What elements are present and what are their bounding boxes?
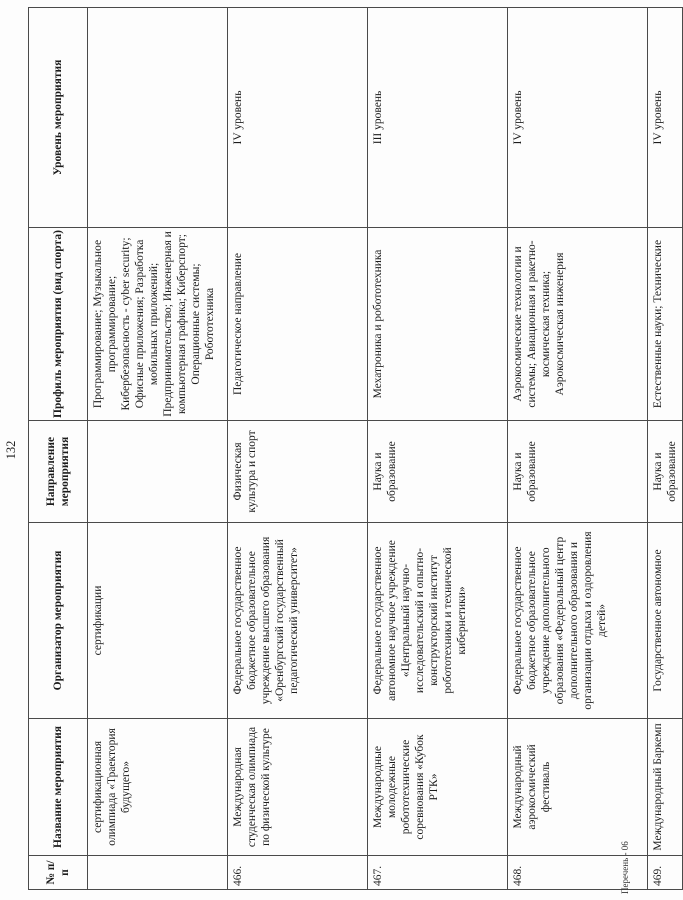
cell-profile: Естественные науки; Технические xyxy=(648,228,683,421)
header-organizer: Организатор мероприятия xyxy=(29,523,88,719)
cell-num: 469. xyxy=(648,856,683,890)
table-row xyxy=(88,8,228,890)
cell-direction: Наука и образование xyxy=(648,421,683,523)
table-row xyxy=(228,8,368,890)
cell-organizer: Федеральное государственное автономное научное учреждение «Центральный научно-исследовательский и опытно-конструкторский институт робототехники и технической кибернетики» xyxy=(368,523,508,719)
cell-organizer: Федеральное государственное бюджетное образовательное учреждение высшего образования «Оренбургский государственный педагогический университет» xyxy=(228,523,368,719)
cell-profile: Педагогическое направление xyxy=(228,228,368,421)
cell-organizer: Федеральное государственное бюджетное образовательное учреждение дополнительного образования «Федеральный центр дополнительного образования и организации отдыха и оздоровления детей» xyxy=(508,523,648,719)
cell-level: IV уровень xyxy=(648,8,683,228)
header-direction: Направление мероприятия xyxy=(29,421,88,523)
table-row xyxy=(368,8,508,890)
cell-direction: Физическая культура и спорт xyxy=(228,421,368,523)
cell-num xyxy=(88,856,228,890)
cell-organizer: Государственное автономное xyxy=(648,523,683,719)
cell-num: 468. xyxy=(508,856,648,890)
cell-level: IV уровень xyxy=(508,8,648,228)
cell-name: Международная студенческая олимпиада по физической культуре xyxy=(228,719,368,856)
cell-name: сертификационная олимпиада «Траектория будущего» xyxy=(88,719,228,856)
header-num: № п/п xyxy=(29,856,88,890)
cell-direction: Наука и образование xyxy=(368,421,508,523)
cell-name: Международные молодежные робототехнические соревнования «Кубок РТК» xyxy=(368,719,508,856)
page-number: 132 xyxy=(4,440,18,460)
header-profile: Профиль мероприятия (вид спорта) xyxy=(29,228,88,421)
cell-profile: Программирование; Музыкальное программирование; Кибербезопасность - cyber security; Офисные приложения; Разработка мобильных приложений; Предпринимательство; Инженерная и компьютерная графика; Киберспорт; Операционные системы; Робототехника xyxy=(88,228,228,421)
cell-direction xyxy=(88,421,228,523)
header-level: Уровень мероприятия xyxy=(29,8,88,228)
cell-num: 467. xyxy=(368,856,508,890)
table-row xyxy=(648,8,683,890)
events-table xyxy=(28,7,683,890)
cell-direction: Наука и образование xyxy=(508,421,648,523)
table-row xyxy=(508,8,648,890)
footer-note: Перечень - 06 xyxy=(620,841,630,894)
cell-name: Международный Баркемп xyxy=(648,719,683,856)
cell-level: IV уровень xyxy=(228,8,368,228)
table-header-row xyxy=(29,8,88,890)
cell-profile: Мехатроника и робототехника xyxy=(368,228,508,421)
cell-organizer: сертификации xyxy=(88,523,228,719)
cell-profile: Аэрокосмические технологии и системы; Авиационная и ракетно-космическая техника; Аэрокосмическая инженерия xyxy=(508,228,648,421)
cell-level: III уровень xyxy=(368,8,508,228)
header-name: Название мероприятия xyxy=(29,719,88,856)
cell-name: Международный аэрокосмический фестиваль xyxy=(508,719,648,856)
cell-level xyxy=(88,8,228,228)
cell-num: 466. xyxy=(228,856,368,890)
